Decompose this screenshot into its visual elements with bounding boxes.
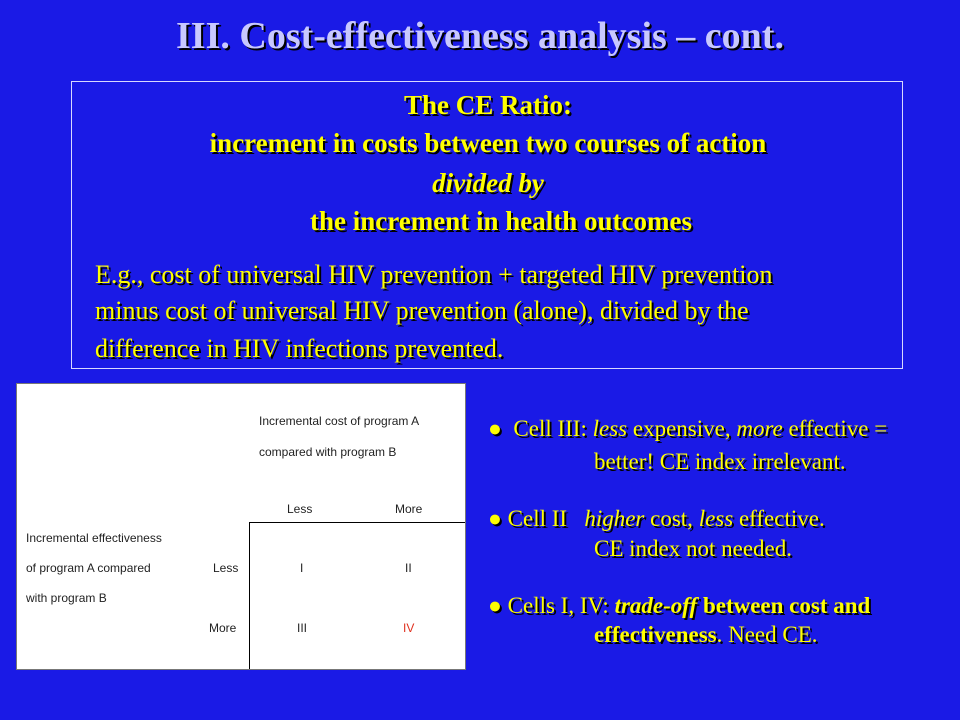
col-header-line-2: compared with program B <box>259 445 397 459</box>
col-label-less: Less <box>287 502 313 516</box>
bullet-dot-icon: ● <box>488 416 502 441</box>
b3-p2: between cost and <box>697 593 871 618</box>
b3-p0: Cells I, IV: <box>507 593 615 618</box>
b2-p4: effective. <box>733 506 825 531</box>
b1-p3: more <box>736 416 783 441</box>
ce-ratio-line-3: the increment in health outcomes <box>310 206 692 236</box>
b1-p1: less <box>592 416 628 441</box>
ce-ratio-heading: The CE Ratio: <box>404 90 572 120</box>
b2-p1: higher <box>584 506 645 531</box>
b3-l2-p1: . Need CE. <box>716 622 818 647</box>
ce-ratio-line-2: divided by <box>432 168 544 198</box>
bullet-1-line-1 <box>488 416 887 442</box>
col-header-line-1: Incremental cost of program A <box>259 414 420 428</box>
bullet-dot-icon: ● <box>488 593 502 618</box>
example-line-1: E.g., cost of universal HIV prevention + targeted HIV prevention <box>95 260 773 289</box>
b3-p1: trade-off <box>614 593 698 618</box>
bullet-3-line-2 <box>594 622 818 648</box>
b1-p2: expensive, <box>627 416 737 441</box>
row-label-more: More <box>209 621 237 635</box>
bullet-2-line-1 <box>488 506 825 532</box>
cell-IV: IV <box>403 621 415 635</box>
row-header-line-2: of program A compared <box>26 561 151 575</box>
b2-p3: less <box>698 506 734 531</box>
row-header-line-3: with program B <box>26 591 107 605</box>
b3-l2-p0: effectiveness <box>594 622 717 647</box>
bullet-2-line-2: CE index not needed. <box>594 536 793 561</box>
b2-p0: Cell II <box>507 506 585 531</box>
ce-ratio-box <box>71 81 903 369</box>
matrix-vertical-divider <box>249 522 250 669</box>
row-label-less: Less <box>213 561 239 575</box>
cell-I: I <box>300 561 304 575</box>
b2-p2: cost, <box>644 506 699 531</box>
matrix-horizontal-divider <box>249 522 465 523</box>
cell-II: II <box>405 561 412 575</box>
bullet-3-line-1 <box>488 593 870 619</box>
b1-p0: Cell III: <box>513 416 593 441</box>
example-line-2: minus cost of universal HIV prevention (alone), divided by the <box>95 296 749 325</box>
ce-ratio-line-1: increment in costs between two courses of action <box>209 128 767 158</box>
bullet-dot-icon: ● <box>488 506 502 531</box>
bullet-1-line-2: better! CE index irrelevant. <box>594 449 846 474</box>
example-line-3: difference in HIV infections prevented. <box>95 334 504 363</box>
slide-title: III. Cost-effectiveness analysis – cont. <box>176 15 784 57</box>
col-label-more: More <box>395 502 423 516</box>
row-header-line-1: Incremental effectiveness <box>26 531 162 545</box>
cell-III: III <box>297 621 308 635</box>
ce-matrix-table <box>16 383 466 670</box>
b1-p4: effective = <box>782 416 888 441</box>
